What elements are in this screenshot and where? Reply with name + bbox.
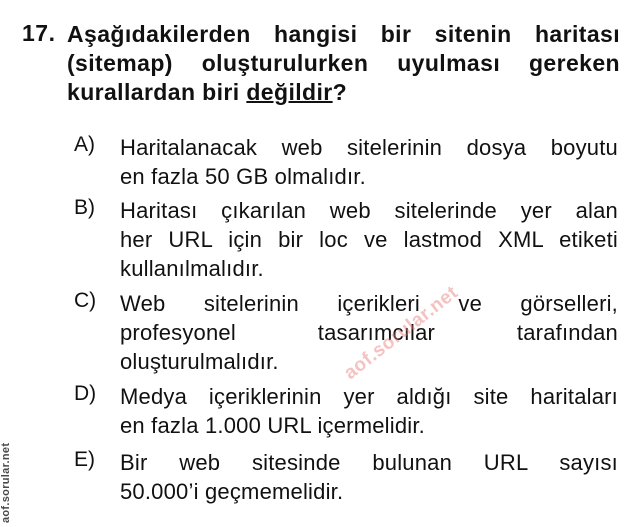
option-line: Haritası çıkarılan web sitelerinde yer alan <box>120 198 618 223</box>
option-line: 50.000’i geçmemelidir. <box>120 479 344 504</box>
option-line: kullanılmalıdır. <box>120 256 264 281</box>
option-line: Bir web sitesinde bulunan URL sayısı <box>120 450 618 475</box>
stem-line: (sitemap) oluşturulurken uyulması gereken <box>67 50 620 76</box>
option-letter: E) <box>74 448 95 471</box>
stem-line: Aşağıdakilerden hangisi bir sitenin haritası <box>67 21 620 47</box>
option-letter: C) <box>74 289 97 312</box>
option-line: en fazla 1.000 URL içermelidir. <box>120 413 425 438</box>
option-text <box>120 448 618 506</box>
stem-last-prefix: kurallardan biri <box>67 79 247 105</box>
watermark: aof.sorular.net <box>340 282 463 384</box>
option-text <box>120 133 618 191</box>
option-letter: A) <box>74 133 95 156</box>
option-line: Medya içeriklerinin yer aldığı site haritaları <box>120 384 618 409</box>
option-line: en fazla 50 GB olmalıdır. <box>120 164 366 189</box>
option-line: Haritalanacak web sitelerinin dosya boyutu <box>120 135 618 160</box>
side-site-mark: aof.sorular.net <box>0 442 12 523</box>
option-line: oluşturulmalıdır. <box>120 349 279 374</box>
question-number: 17. <box>22 20 56 46</box>
option-letter: D) <box>74 382 97 405</box>
stem-line <box>67 78 620 107</box>
question-stem <box>67 20 620 107</box>
option-line: Web sitelerinin içerikleri ve görselleri, <box>120 291 618 316</box>
option-line: profesyonel tasarımcılar tarafından <box>120 320 618 345</box>
option-text <box>120 196 618 283</box>
stem-question-mark: ? <box>332 79 348 105</box>
option-line: her URL için bir loc ve lastmod XML etiketi <box>120 227 618 252</box>
option-text <box>120 382 618 440</box>
stem-negation-emphasis: değildir <box>246 79 333 105</box>
option-letter: B) <box>74 196 95 219</box>
